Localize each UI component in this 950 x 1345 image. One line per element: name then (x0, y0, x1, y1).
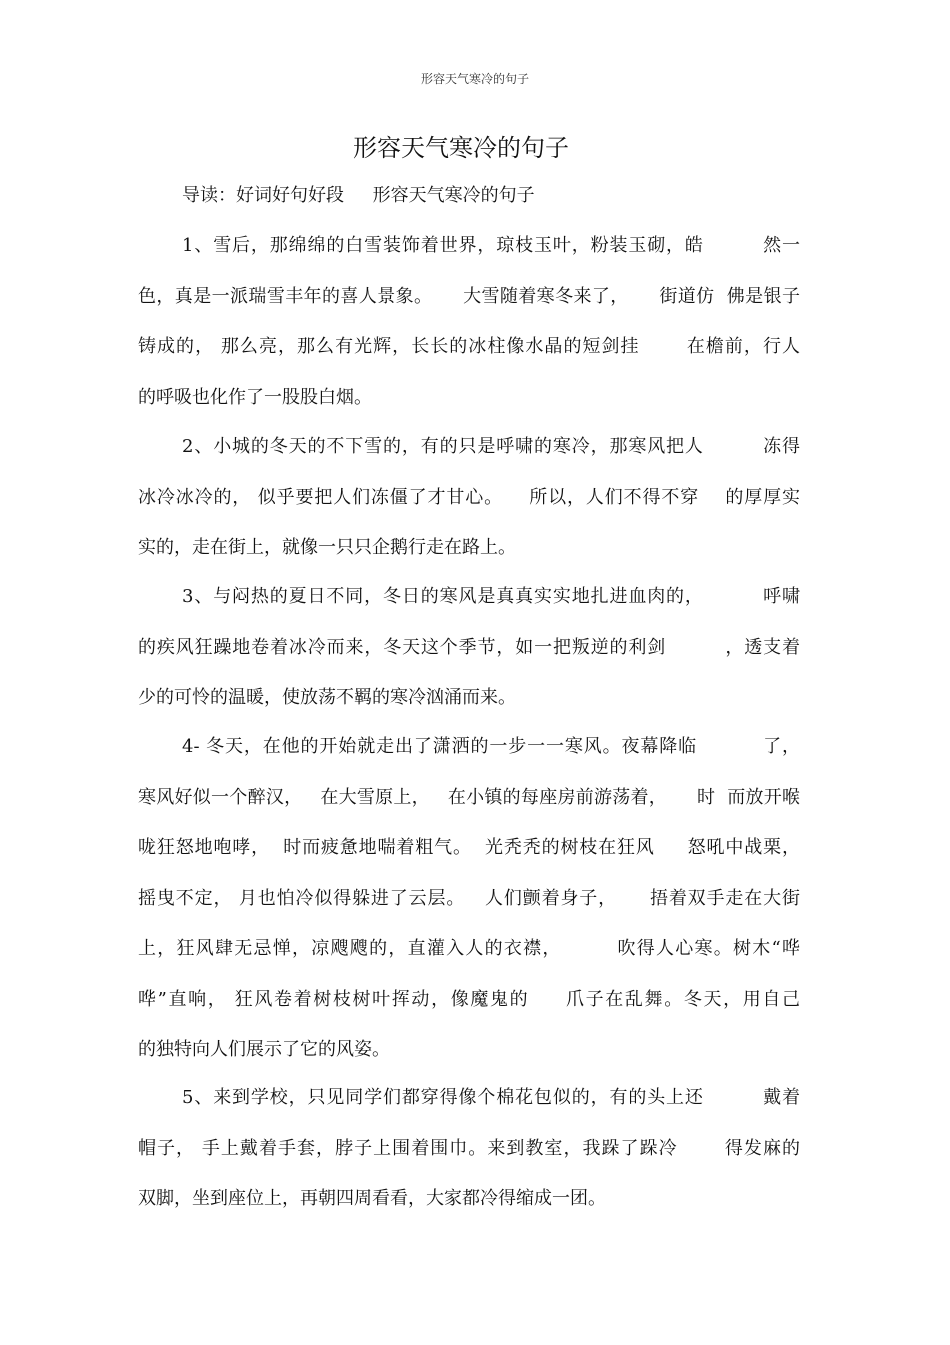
paragraph-2 (138, 434, 800, 586)
paragraph-line: 1、雪后，那绵绵的白雪装饰着世界，琼枝玉叶，粉装玉砌，皓 然一 (182, 235, 800, 256)
paragraph-line: 上，狂风肆无忌惮，凉飕飕的，直灌入人的衣襟， 吹得人心寒。树木“哗 (138, 938, 800, 959)
paragraph-line: 帽子， 手上戴着手套，脖子上围着围巾。来到教室，我跺了跺冷 得发麻的 (138, 1137, 800, 1159)
paragraph-3 (138, 584, 800, 736)
paragraph-line: 的独特向人们展示了它的风姿。 (138, 1039, 390, 1060)
paragraph-line: 双脚，坐到座位上，再朝四周看看，大家都冷得缩成一团。 (138, 1188, 606, 1209)
paragraph-line: 摇曳不定， 月也怕冷似得躲进了云层。 人们颤着身子， 捂着双手走在大街 (138, 887, 800, 909)
paragraph-1 (138, 233, 800, 435)
paragraph-line: 寒风好似一个醉汉， 在大雪原上， 在小镇的每座房前游荡着， 时 而放开喉 (138, 786, 800, 808)
paragraph-line: 的疾风狂躁地卷着冰冷而来，冬天这个季节，如一把叛逆的利剑 ，透支着 (138, 636, 800, 658)
paragraph-line: 少的可怜的温暖，使放荡不羁的寒冷汹涌而来。 (138, 687, 516, 708)
running-header: 形容天气寒冷的句子 (420, 72, 529, 86)
paragraph-5 (138, 1085, 800, 1237)
paragraph-line: 色，真是一派瑞雪丰年的喜人景象。 大雪随着寒冬来了， 街道仿 佛是银子 (138, 285, 800, 307)
paragraph-line: 4- 冬天，在他的开始就走出了潇洒的一步一一寒风。夜幕降临 了， (182, 736, 800, 757)
paragraph-line: 5、来到学校，只见同学们都穿得像个棉花包似的，有的头上还 戴着 (182, 1087, 800, 1108)
lead-line: 导读：好词好句好段 形容天气寒冷的句子 (182, 185, 535, 206)
paragraph-line: 铸成的， 那么亮，那么有光辉，长长的冰柱像水晶的短剑挂 在檐前，行人 (138, 336, 800, 357)
paragraph-line: 2、小城的冬天的不下雪的，有的只是呼啸的寒冷，那寒风把人 冻得 (182, 436, 800, 457)
paragraph-4 (138, 734, 800, 1088)
paragraph-line: 的呼吸也化作了一股股白烟。 (138, 386, 372, 408)
paragraph-line: 实的，走在街上，就像一只只企鹅行走在路上。 (138, 537, 516, 558)
paragraph-line: 哗”直响， 狂风卷着树枝树叶挥动，像魔鬼的 爪子在乱舞。冬天，用自己 (138, 988, 800, 1010)
paragraph-line: 冰冷冰冷的， 似乎要把人们冻僵了才甘心。 所以，人们不得不穿 的厚厚实 (138, 486, 800, 508)
document-title: 形容天气寒冷的句子 (353, 134, 569, 162)
paragraph-line: 3、与闷热的夏日不同，冬日的寒风是真真实实地扎进血肉的， 呼啸 (182, 586, 800, 607)
paragraph-line: 咙狂怒地咆哮， 时而疲惫地喘着粗气。 光秃秃的树枝在狂风 怒吼中战栗， (138, 837, 800, 858)
